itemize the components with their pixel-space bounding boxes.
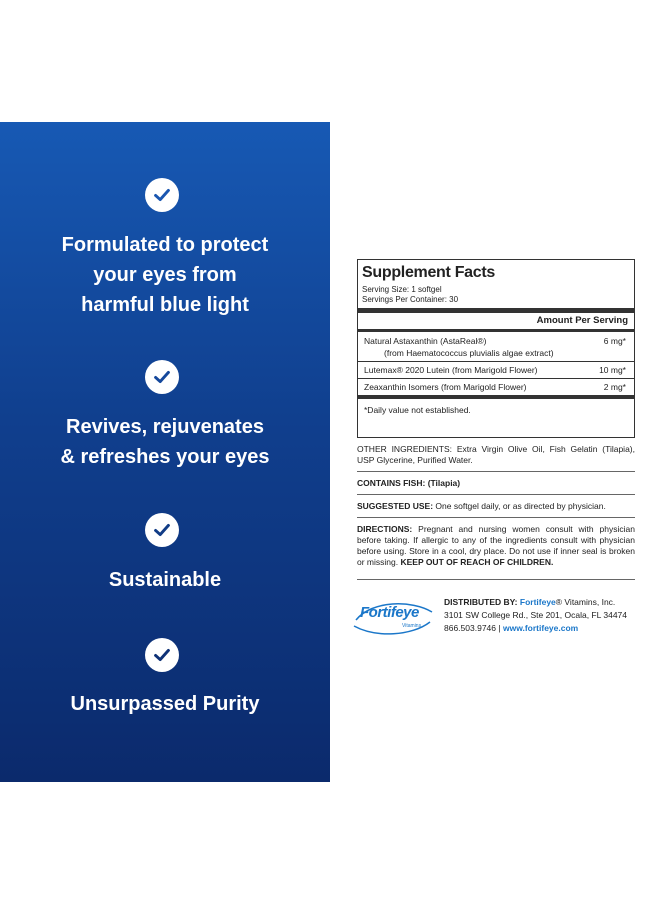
other-ingredients: OTHER INGREDIENTS: Extra Virgin Olive Oil, Fish Gelatin (Tilapia), USP Glycerine, Purified Water. [357, 444, 635, 465]
feature-blue-light [0, 230, 330, 320]
row-divider [358, 378, 634, 379]
fact-row-amount: 6 mg* [603, 336, 626, 346]
daily-value-footnote: *Daily value not established. [364, 405, 471, 415]
fact-row-name: Natural Astaxanthin (AstaReal®) [364, 336, 487, 346]
section-divider [357, 517, 635, 518]
thick-divider [358, 308, 634, 313]
section-divider [357, 471, 635, 472]
feature-line: Sustainable [108, 569, 222, 591]
directions-label: DIRECTIONS: [357, 524, 413, 534]
logo-subtitle: Vitamins [402, 623, 422, 629]
feature-line: & refreshes your eyes [60, 446, 270, 468]
serving-size: Serving Size: 1 softgel [362, 285, 442, 294]
checkmark-icon [145, 513, 179, 547]
fact-row-amount: 10 mg* [599, 365, 626, 375]
fact-row-name: Lutemax® 2020 Lutein (from Marigold Flower) [364, 365, 538, 375]
directions [357, 524, 635, 568]
suggested-use [357, 501, 635, 512]
feature-revives [0, 412, 330, 472]
distributor-brand: Fortifeye [519, 597, 556, 607]
supplement-facts-box [357, 259, 635, 438]
checkmark-icon [145, 638, 179, 672]
amount-per-serving-header: Amount Per Serving [536, 315, 628, 326]
contains-fish [357, 478, 635, 489]
contains-value: (Tilapia) [427, 478, 461, 488]
distributed-by-label: DISTRIBUTED BY: [444, 597, 518, 607]
suggested-value: One softgel daily, or as directed by physician. [435, 501, 606, 511]
checkmark-icon [145, 360, 179, 394]
feature-line: Formulated to protect [61, 234, 269, 256]
feature-line: Revives, rejuvenates [66, 416, 264, 438]
fact-row-source: (from Haematococcus pluvialis algae extract) [384, 348, 554, 358]
medium-divider [358, 329, 634, 332]
facts-title: Supplement Facts [362, 264, 496, 281]
distributor-address: 3101 SW College Rd., Ste 201, Ocala, FL 34474 [444, 610, 628, 620]
fact-row-name: Zeaxanthin Isomers (from Marigold Flower) [364, 382, 527, 392]
feature-line: Unsurpassed Purity [70, 693, 260, 715]
distributor-phone: 866.503.9746 [444, 623, 496, 633]
keep-out-of-reach-warning: KEEP OUT OF REACH OF CHILDREN. [400, 557, 554, 567]
checkmark-icon [145, 178, 179, 212]
feature-line: harmful blue light [81, 294, 249, 316]
section-divider [357, 494, 635, 495]
distributor-brand-suffix: ® Vitamins, Inc. [555, 597, 616, 607]
feature-purity [0, 689, 330, 719]
thick-divider [358, 395, 634, 399]
distributor-line [444, 597, 615, 607]
row-divider [358, 361, 634, 362]
distributor-contact [444, 623, 578, 633]
feature-sustainable [0, 565, 330, 595]
logo-wordmark: Fortifeye [360, 604, 419, 621]
suggested-label: SUGGESTED USE: [357, 501, 434, 511]
feature-line: your eyes from [93, 264, 237, 286]
fact-row-amount: 2 mg* [603, 382, 626, 392]
directions-value: Pregnant and nursing women consult with physician before taking. If allergic to any of the ingredients consult with physician before using. Store in a cool, dry place. Do not use if inner seal is broken or missing. [357, 524, 635, 567]
fortifeye-logo [352, 598, 434, 638]
contains-label: CONTAINS FISH: [357, 478, 426, 488]
contact-separator: | [498, 623, 501, 633]
section-divider [357, 579, 635, 580]
servings-per-container: Servings Per Container: 30 [362, 295, 459, 304]
website-link[interactable]: www.fortifeye.com [502, 623, 579, 633]
